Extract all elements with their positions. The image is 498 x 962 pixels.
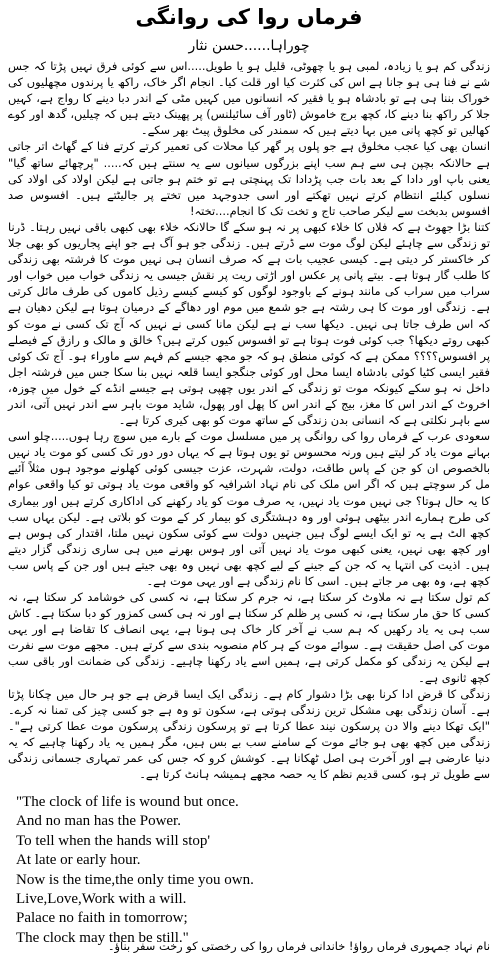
poem-line: Live,Love,Work with a will. <box>16 891 187 908</box>
body-paragraph: کم تول سکتا ہے نہ ملاوٹ کر سکتا ہے، نہ جرم کر سکتا ہے، نہ کسی کی خوشامد کر سکتا ہے، نہ کسی کا حق مار سکتا ہے، نہ کسی پر ظلم کر سکتا ہے اور نہ ہی کسی کمزور کو دبا سکتا ہے۔ کاش سب ہی یہ یاد رکھیں کہ ہم سب نے آخر کار خاک ہی ہونا ہے، یہی انصاف کا تقاضا ہے اور یہی موت کی اصل حقیقت ہے۔ سوائے موت کے ہر کام منصوبہ بندی سے کرتے ہیں۔ مجھے موت سے نفرت ہے لیکن یہ زندگی کو مکمل کرتی ہے، ہمیں اسے یاد رکھنا چاہیے۔ زندگی کی ضمانت اور باقی سب کچھ ثانوی ہے۔ <box>8 590 490 685</box>
poem-line: Now is the time,the only time you own. <box>16 871 254 888</box>
poem-line: At late or early hour. <box>16 852 141 869</box>
body-paragraph: زندگی کا قرض ادا کرنا بھی بڑا دشوار کام ہے۔ زندگی ایک ایسا قرض ہے جو ہر حال میں چکانا پڑتا ہے۔ آسان زندگی بھی مشکل ترین زندگی ہوتی ہے، سکون تو وہ ہے جو کسی چیز کی تمنا نہ کرے۔ "ایک تھکا دینے والا دن پرسکون نیند عطا کرتا ہے تو پرسکون زندگی پرسکون موت عطا کرتی ہے"۔ زندگی میں کچھ بھی ہو جائے موت کے سامنے سب بے بس ہیں، مگر ہمیں یہ یاد رکھنا چاہیے کہ یہ دنیا عارضی ہے اور آخرت ہی اصل ٹھکانا ہے۔ کوشش کرو کہ جس کی عمر تمہاری جسمانی زندگی سے طویل تر ہو، کسی قدیم نظم کا یہ حصہ مجھے ہمیشہ ہانٹ کرتا ہے۔ <box>8 686 490 782</box>
article-byline: چوراہا......حسن نثار <box>188 38 310 54</box>
article-title: فرماں روا کی روانگی <box>135 5 363 29</box>
poem-line: "The clock of life is wound but once. <box>16 794 239 810</box>
english-poem <box>16 793 346 948</box>
poem-line: Palace no faith in tomorrow; <box>16 910 188 927</box>
poem-line: And no man has the Power. <box>16 813 181 830</box>
article-body <box>8 58 490 782</box>
body-paragraph: سعودی عرب کے فرماں روا کی روانگی پر میں مسلسل موت کے بارے میں سوچ رہا ہوں.....چلو اسی بہانے موت یاد کر لیتے ہیں ورنہ محسوس تو یوں ہوتا ہے کہ یہاں دور دور تک کسی کو موت یاد نہیں بالخصوص ان کو جن کے پاس طاقت، دولت، شہرت، عزت جیسی کوئی کھلونے موجود ہوں مثلاً آئیے مل کر سوچتے ہیں کہ اگر اس ملک کی نام نہاد اشرافیہ کو واقعی موت یاد ہوتی تو کیا واقعی عوام کا یہ حال ہوتا؟ جی نہیں موت یاد نہیں، یہ صرف موت کو یاد رکھنے کی اداکاری کرتے ہیں اور بیماری کی طرح ہمارے اندر بیٹھی ہوئی اور وہ دہشتگری کو بیمار کر کے موت کو بلاتی ہے۔ لیکن یہاں سب کچھ الٹ ہے یہ تو ایک ایسے لوگ ہیں جنہیں دولت سے کوئی سکون نہیں ملتا، اقتدار کی ہوس ہے اور کچھ بھی نہیں، یعنی کبھی موت یاد نہیں آتی اور ہوس بھرنے میں ہی ساری زندگی گزار دیتے ہیں۔ اذیت کی انتہا یہ کہ جن کے جینے کے لیے کچھ بھی نہیں وہ بھی جیتے ہیں اور جن کے پاس سب کچھ ہے، وہ بھی مر جاتے ہیں۔ اسی کا نام زندگی ہے اور یہی موت ہے۔ <box>8 429 490 588</box>
poem-line: To tell when the hands will stop' <box>16 832 211 849</box>
poem-line: The clock may then be still." <box>16 929 189 946</box>
closing-line: نام نہاد جمہوری فرماں رواؤ! خاندانی فرماں روا کی رخصتی کو رخت سفر بناؤ۔ <box>107 939 490 953</box>
body-paragraph: زندگی کم ہو یا زیادہ، لمبی ہو یا چھوٹی، قلیل ہو یا طویل.....اس سے کوئی فرق نہیں پڑتا کہ جس شے نے فنا ہی ہو جانا ہے اس کی کثرت کیا اور قلت کیا۔ انجام اگر خاک، راکھ یا پرندوں مچھلیوں کی خوراک بننا ہی ہے تو بادشاہ ہو یا فقیر کہ انسانوں میں کہیں مٹی کے اندر دبا دینے کا رواج ہے، کہیں جلا کر راکھ بنا دینے کا، کچھ برج خاموش (ٹاور آف سائیلنس) پر پھینک دیتے ہیں کہ چیلیں، گدھ اور کوے کھالیں تو کچھ پانی میں بہا دیتے ہیں کہ سمندر کی مخلوق پیٹ بھر سکے۔ <box>8 59 490 138</box>
body-paragraph: انسان بھی کیا عجب مخلوق ہے جو پلوں پر گھر کیا محلات کی تعمیر کرتے کرتے فنا کے گھاٹ اتر جاتی ہے حالانکہ بچپن ہی سے ہم سب اپنے بزرگوں سیانوں سے یہ سنتے ہیں کہ..... "پرچھائے ساتھ گیا" یعنی باپ اور دادا کے بعد بات جب پڑدادا تک پہنچتی ہے تو ختم ہو جاتی ہے لیکن اولاد کی اولاد کی نسلوں کیلئے انتظام کرتے نہیں تھکتے اور اسی جدوجہد میں تختے پر جالیٹتے ہیں۔ افسوس صد افسوس بدبخت سے لیکر صاحب تاج و تخت تک کا انجام....تختہ! <box>8 139 490 218</box>
body-paragraph: کتنا بڑا جھوٹ ہے کہ فلاں کا خلاء کبھی پر نہ ہو سکے گا حالانکہ خلاء بھی کبھی باقی نہیں رہتا۔ ڈرنا تو زندگی سے چاہئے لیکن لوگ موت سے ڈرتے ہیں۔ زندگی جو ہو آگ ہے جو اپنے پجاریوں کو بھی جلا کر خاکستر کر دیتی ہے۔ کیسی عجیب بات ہے کہ صرف انسان ہی نہیں موت کا فرشتہ بھی زندگی کا طلب گار ہوتا ہے۔ بیتے پانی پر عکس اور اڑتی ریت پر نقش جیسی یہ زندگی خواب میں خواب اور سراب میں سراب کی مانند ہونے کے باوجود لوگوں کو کیسے کیسے رذیل کاموں کی طرف مائل کرتی ہے۔ زندگی اور موت کا ہی رشتہ ہے جو شمع میں موم اور دھاگے کے درمیان ہوتا ہے لیکن دھیان ہے کہ اس طرف جاتا ہی نہیں۔ دیکھا سب نے ہے لیکن مانا کسی نے نہیں کہ آج تک کسی نے موت کو کبھی روتے دیکھا؟ جب کوئی فوت ہوتا ہے تو افسوس کیوں کرتے ہیں؟ خالق و مالک و رازق کے فیصلے پر افسوس؟؟؟؟ ممکن ہے کہ کوئی منطق ہو کہ جو مجھ جیسے کم فہم سے ماوراء ہو۔ آج تک کوئی فقیر ایسی کٹیا کوئی بادشاہ ایسا محل اور کوئی جنگجو ایسا قلعہ نہیں بنا سکا جس میں فرشتہ اجل داخل نہ ہو سکے کیونکہ موت تو زندگی کے اندر یوں چھپی ہوتی ہے جیسے انڈے کے خول میں چوزہ، اخروٹ کے اندر اس کا مغز، بیج کے اندر اس کا پھل اور پھول، شاید موت باہر سے اندر نہیں آتی، اندر سے باہر نکلتی ہے کہ انسانی بدن زندگی کے ساتھ موت کو بھی کیری کرتا ہے۔ <box>8 219 490 428</box>
